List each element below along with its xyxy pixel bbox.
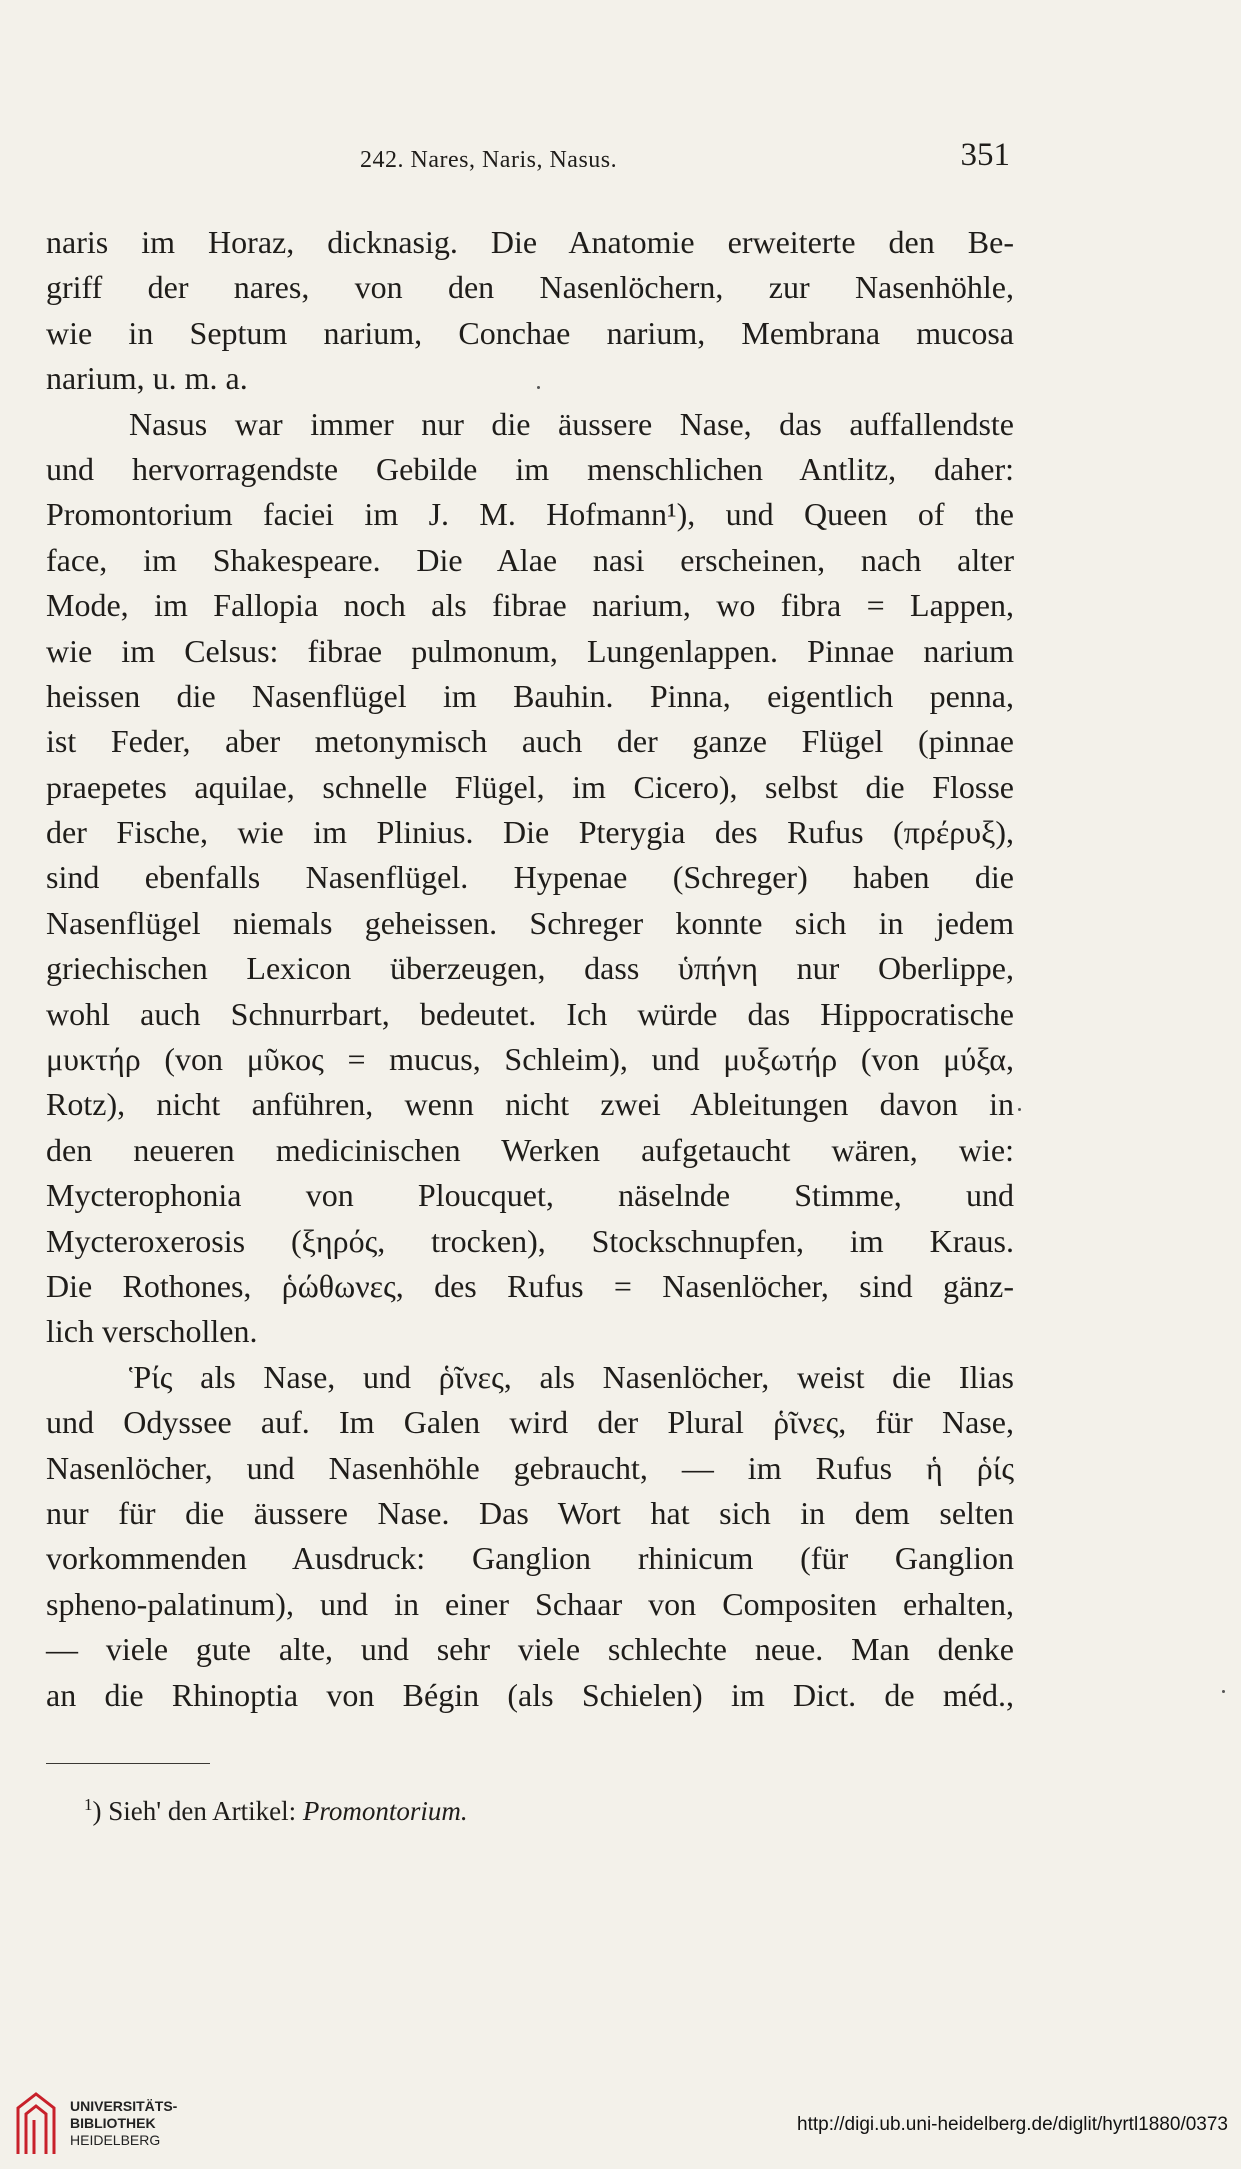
footer-bar	[0, 2080, 1241, 2169]
footnote-mark: 1	[84, 1795, 93, 1814]
text-line: narium, u. m. a.	[46, 360, 248, 397]
ub-heidelberg-logo-icon	[12, 2088, 60, 2158]
text-line: nur für die äussere Nase. Das Wort hat sich in dem selten	[46, 1494, 1014, 1531]
page-header	[360, 137, 1010, 177]
text-line: und Odyssee auf. Im Galen wird der Plural ῥῖνες, für Nase,	[46, 1404, 1014, 1441]
library-name-line: UNIVERSITÄTS-	[70, 2098, 178, 2114]
source-url-link[interactable]: http://digi.ub.uni-heidelberg.de/diglit/hyrtl1880/0373	[797, 2114, 1228, 2135]
text-line: Nasus war immer nur die äussere Nase, das auffallendste	[129, 405, 1014, 442]
text-line: den neueren medicinischen Werken aufgetaucht wären, wie:	[46, 1131, 1014, 1168]
text-line: der Fische, wie im Plinius. Die Pterygia des Rufus (πρέρυξ),	[46, 814, 1014, 851]
footnote-italic: Promontorium.	[302, 1796, 468, 1826]
text-line: an die Rhinoptia von Bégin (als Schielen) im Dict. de méd.,	[46, 1676, 1014, 1713]
running-title: 242. Nares, Naris, Nasus.	[360, 147, 618, 173]
margin-speck	[1222, 1690, 1225, 1693]
text-line: naris im Horaz, dicknasig. Die Anatomie erweiterte den Be-	[46, 224, 1014, 260]
text-line: und hervorragendste Gebilde im menschlichen Antlitz, daher:	[46, 450, 1014, 487]
text-line: Mode, im Fallopia noch als fibrae narium, wo fibra = Lappen,	[46, 587, 1014, 624]
text-line: griff der nares, von den Nasenlöchern, zur Nasenhöhle,	[46, 269, 1014, 306]
text-line: wie in Septum narium, Conchae narium, Membrana mucosa	[46, 314, 1014, 351]
text-line: Mycteroxerosis (ξηρός, trocken), Stockschnupfen, im Kraus.	[46, 1222, 1014, 1259]
text-line: vorkommenden Ausdruck: Ganglion rhinicum (für Ganglion	[46, 1540, 1014, 1577]
text-line: wohl auch Schnurrbart, bedeutet. Ich würde das Hippocratische	[46, 995, 1014, 1032]
text-line: Ῥίς als Nase, und ῥῖνες, als Nasenlöcher, weist die Ilias	[129, 1358, 1014, 1395]
page-number: 351	[960, 137, 1010, 173]
text-line: μυκτήρ (von μῦκος = mucus, Schleim), und μυξωτήρ (von μύξα,	[46, 1041, 1014, 1078]
text-line: face, im Shakespeare. Die Alae nasi erscheinen, nach alter	[46, 541, 1014, 578]
text-line: griechischen Lexicon überzeugen, dass ὑπήνη nur Oberlippe,	[46, 950, 1014, 987]
text-line: sind ebenfalls Nasenflügel. Hypenae (Schreger) haben die	[46, 859, 1014, 896]
text-line: — viele gute alte, und sehr viele schlechte neue. Man denke	[46, 1631, 1014, 1668]
footnote-rule	[46, 1763, 210, 1764]
text-line: Nasenlöcher, und Nasenhöhle gebraucht, — im Rufus ἡ ῥίς	[46, 1449, 1014, 1486]
text-line: ist Feder, aber metonymisch auch der ganze Flügel (pinnae	[46, 723, 1014, 760]
body-text	[46, 220, 1014, 1718]
text-line: Rotz), nicht anführen, wenn nicht zwei Ableitungen davon in	[46, 1086, 1014, 1123]
margin-speck	[1018, 1108, 1021, 1111]
footnote	[84, 1795, 468, 1827]
text-line: Promontorium faciei im J. M. Hofmann¹), und Queen of the	[46, 496, 1014, 533]
text-line: Die Rothones, ῥώθωνες, des Rufus = Nasenlöcher, sind gänz-	[46, 1267, 1014, 1304]
text-line: Mycterophonia von Ploucquet, näselnde Stimme, und	[46, 1177, 1014, 1214]
text-line: heissen die Nasenflügel im Bauhin. Pinna, eigentlich penna,	[46, 677, 1014, 714]
footnote-text: ) Sieh' den Artikel:	[92, 1796, 303, 1826]
library-name-line: HEIDELBERG	[70, 2132, 161, 2148]
library-name	[70, 2098, 177, 2149]
library-name-line: BIBLIOTHEK	[70, 2115, 156, 2131]
text-line: spheno-palatinum), und in einer Schaar von Compositen erhalten,	[46, 1585, 1014, 1622]
text-line: wie im Celsus: fibrae pulmonum, Lungenlappen. Pinnae narium	[46, 632, 1014, 669]
text-line: praepetes aquilae, schnelle Flügel, im Cicero), selbst die Flosse	[46, 768, 1014, 805]
text-line: lich verschollen.	[46, 1313, 258, 1350]
margin-speck	[537, 386, 540, 389]
text-line: Nasenflügel niemals geheissen. Schreger konnte sich in jedem	[46, 904, 1014, 941]
